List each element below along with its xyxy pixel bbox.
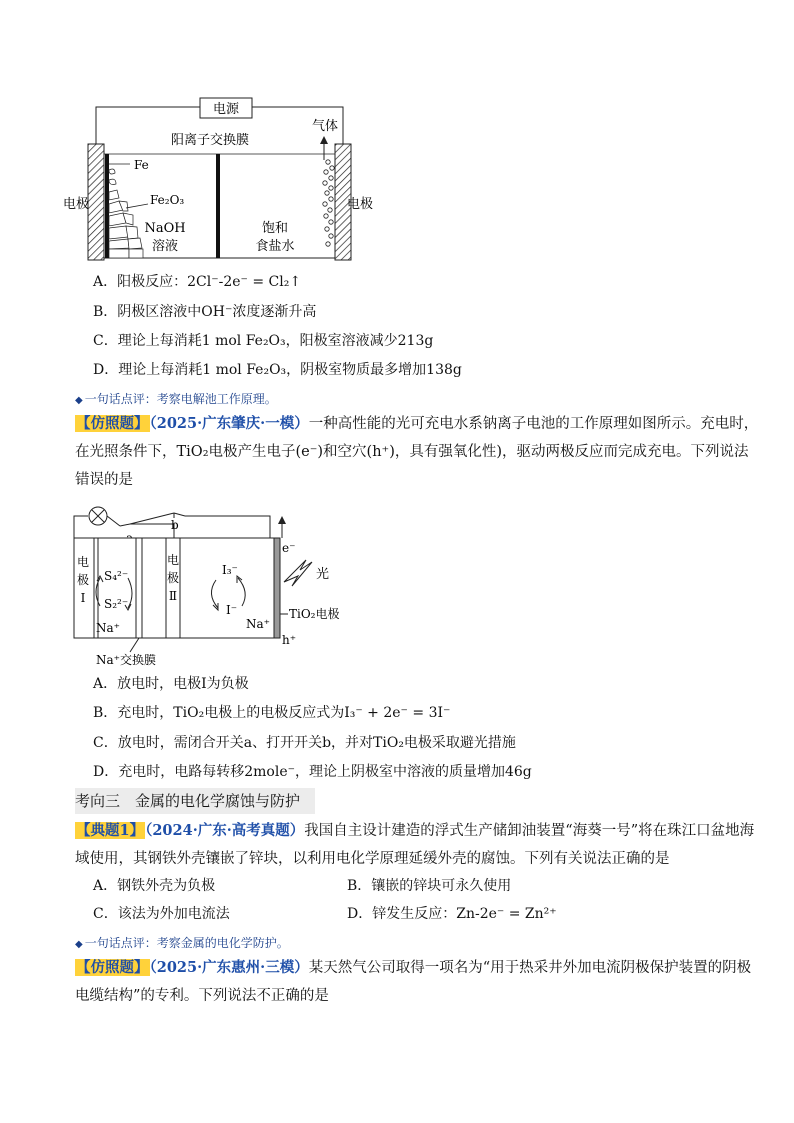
q3-option-b: B．镶嵌的锌块可永久使用: [347, 878, 512, 894]
right-electrode-label: 电极: [346, 197, 374, 212]
electron-label: e⁻: [282, 541, 296, 555]
q2-stem: 【仿照题】（2025·广东肇庆·一模）一种高性能的光可充电水系钠离子电池的工作原理如图所示。充电时， 在光照条件下，TiO₂电极产生电子(e⁻)和空穴(h⁺)，具有强氧化性)，驱动两极反应而完成充电。下列说法 错误的是: [75, 415, 759, 488]
switch-b-label: b: [171, 518, 179, 532]
na-left-label: Na⁺: [96, 621, 120, 635]
q2-option-d: D．充电时，电路每转移2mole⁻，理论上阴极室中溶液的质量增加46g: [93, 764, 532, 780]
electrode-1-label-2: 极: [76, 573, 90, 587]
s4-label: S₄²⁻: [104, 569, 129, 583]
electrode-2-label-1: 电: [166, 553, 180, 567]
na-right-label: Na⁺: [246, 617, 270, 631]
sodium-ion-battery-diagram: [70, 504, 370, 669]
q1-option-a: A．阳极反应：2Cl⁻-2e⁻ = Cl₂↑: [93, 274, 302, 290]
q4-source: （2025·广东惠州·三模）: [149, 959, 309, 976]
gas-label: 气体: [311, 119, 339, 134]
diamond-icon: ◆: [75, 395, 83, 406]
q1-option-c: C．理论上每消耗1 mol Fe₂O₃，阳极室溶液减少213g: [93, 333, 434, 349]
s2-label: S₂²⁻: [104, 597, 129, 611]
brine-label-2: 食盐水: [255, 239, 295, 254]
fe-label: Fe: [134, 158, 149, 172]
light-bolt-icon: [284, 560, 312, 586]
fe2o3-label: Fe₂O₃: [150, 193, 185, 207]
q2-option-b: B．充电时，TiO₂电极上的电极反应式为I₃⁻ + 2e⁻ = 3I⁻: [93, 705, 451, 721]
electrode-1-label-3: Ⅰ: [80, 591, 86, 605]
q3-tag: 【典题1】: [76, 822, 145, 839]
q3-stem: 【典题1】（2024·广东·高考真题）我国自主设计建造的浮式生产储卸油装置“海葵一号”将在珠江口盆地海 域使用，其钢铁外壳镶嵌了锌块，以利用电化学原理延缓外壳的腐蚀。下列有关说法正确的是: [75, 822, 755, 867]
naoh-solution-label: 溶液: [151, 239, 179, 254]
naoh-label: NaOH: [144, 221, 186, 236]
q2-option-a: A．放电时，电极Ⅰ为负极: [93, 676, 249, 692]
q1-comment: ◆ 一句话点评：考察电解池工作原理。: [75, 392, 277, 406]
gas-bubbles: [323, 160, 334, 246]
q4-stem: 【仿照题】（2025·广东惠州·三模）某天然气公司取得一项名为“用于热采井外加电流阴极保护装置的阴极 电缆结构”的专利。下列说法不正确的是: [75, 959, 752, 1004]
tio2-label: TiO₂电极: [289, 607, 340, 621]
q3-option-a: A．钢铁外壳为负极: [93, 878, 216, 894]
cation-exchange-membrane: [216, 154, 220, 258]
q1-option-d: D．理论上每消耗1 mol Fe₂O₃，阴极室物质最多增加138g: [93, 362, 462, 378]
q3-source: （2024·广东·高考真题）: [145, 822, 305, 839]
membrane-label: 阳离子交换膜: [170, 133, 250, 148]
power-source-label: 电源: [212, 102, 240, 117]
left-electrode-label: 电极: [62, 197, 90, 212]
na-membrane-label: Na⁺交换膜: [96, 653, 156, 667]
q1-option-b: B．阴极区溶液中OH⁻浓度逐渐升高: [93, 304, 317, 320]
i3-label: I₃⁻: [222, 563, 238, 577]
tio2-electrode: [274, 538, 280, 638]
electrode-1-label-1: 电: [76, 555, 90, 569]
q3-option-d: D．锌发生反应：Zn-2e⁻ = Zn²⁺: [347, 906, 557, 922]
q2-tag: 【仿照题】: [76, 415, 149, 432]
q2-source: （2025·广东肇庆·一模）: [149, 415, 309, 432]
electrolysis-cell-diagram: [62, 92, 374, 267]
hole-label: h⁺: [282, 633, 297, 647]
section-heading: 考向三 金属的电化学腐蚀与防护: [75, 788, 315, 814]
diamond-icon: ◆: [75, 939, 83, 950]
q3-comment: ◆ 一句话点评：考察金属的电化学防护。: [75, 936, 289, 950]
left-electrode: [88, 144, 104, 260]
q4-tag: 【仿照题】: [76, 959, 149, 976]
fe-plate: [105, 154, 109, 258]
fe2o3-deposit: [109, 169, 143, 258]
i-minus-label: I⁻: [226, 603, 238, 617]
q2-option-c: C．放电时，需闭合开关a、打开开关b，并对TiO₂电极采取避光措施: [93, 735, 516, 751]
brine-label-1: 饱和: [261, 221, 289, 236]
electrode-2-label-2: 极: [166, 571, 180, 585]
electrode-2-label-3: Ⅱ: [168, 589, 178, 603]
light-label: 光: [316, 567, 330, 582]
q3-option-c: C．该法为外加电流法: [93, 906, 230, 922]
